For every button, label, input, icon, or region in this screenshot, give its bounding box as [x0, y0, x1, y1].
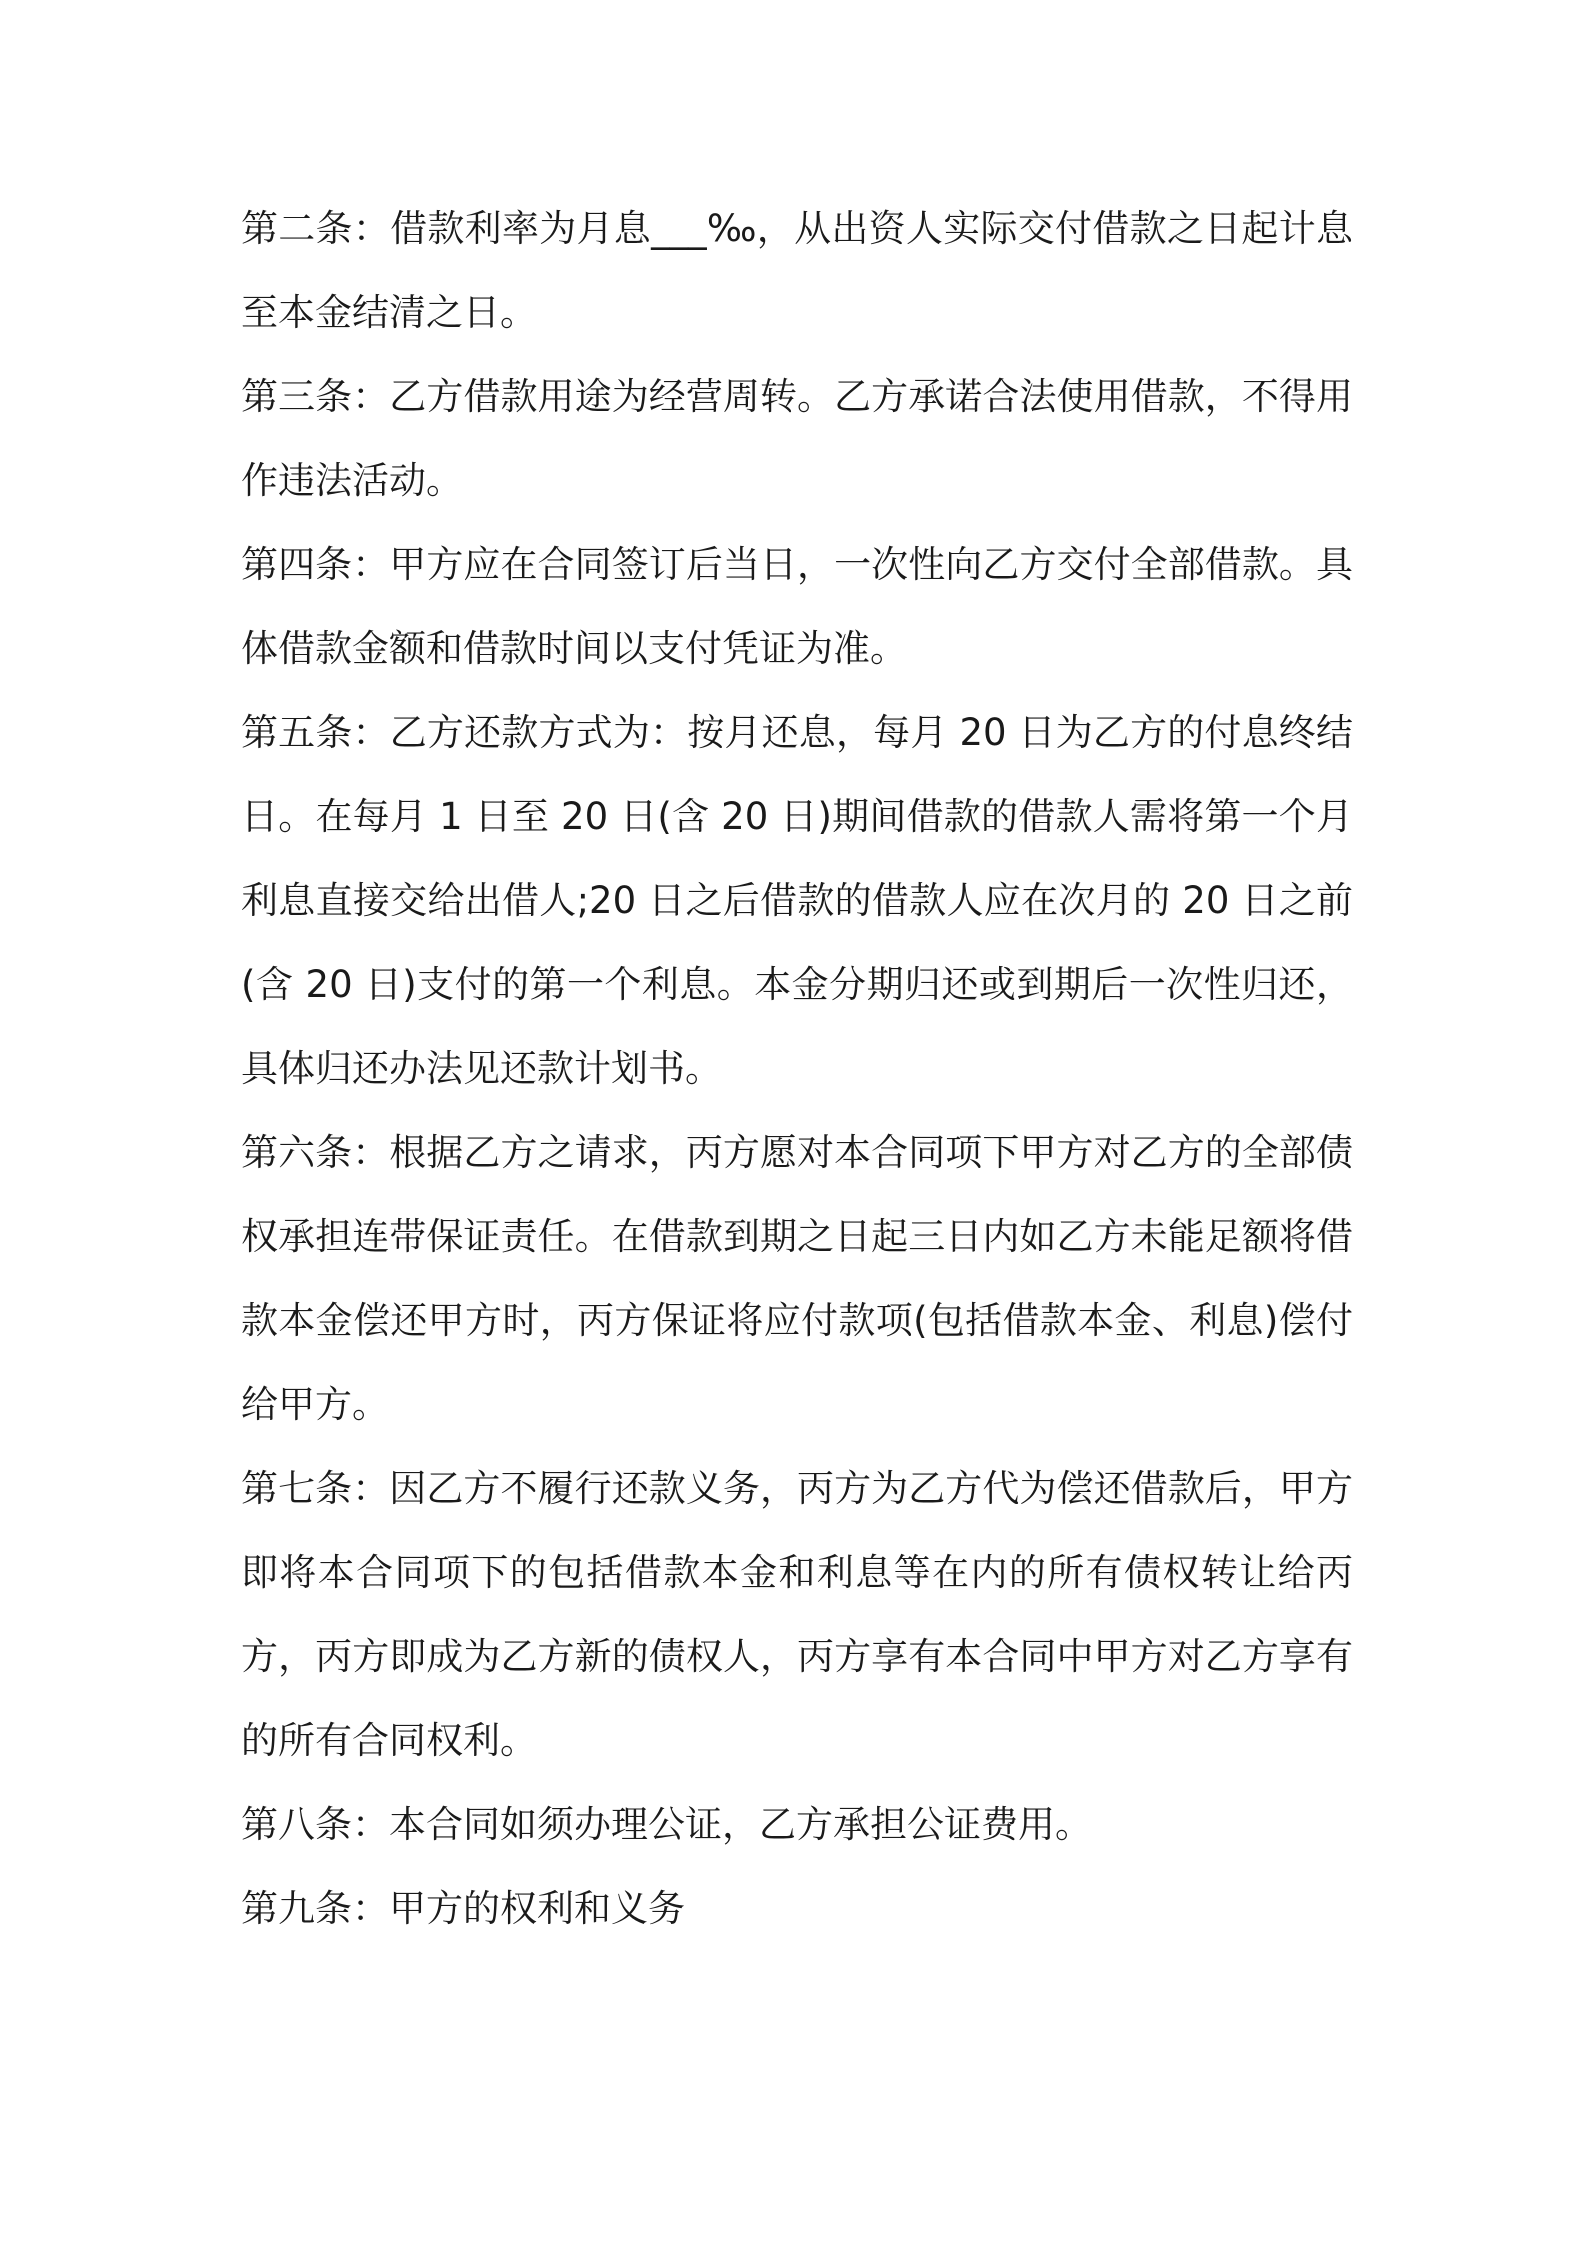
clause-3: 第三条：乙方借款用途为经营周转。乙方承诺合法使用借款，不得用作违法活动。: [241, 375, 1353, 502]
clause-7: 第七条：因乙方不履行还款义务，丙方为乙方代为偿还借款后，甲方即将本合同项下的包括借款本金和利息等在内的所有债权转让给丙方，丙方即成为乙方新的债权人，丙方享有本合同中甲方对乙方享有的所有合同权利。: [241, 1467, 1353, 1762]
clause-5: 第五条：乙方还款方式为：按月还息，每月 20 日为乙方的付息终结日。在每月 1 日至 20 日(含 20 日)期间借款的借款人需将第一个月利息直接交给出借人;20 日之后借款的借款人应在次月的 20 日之前(含 20 日)支付的第一个利息。本金分期归还或到期后一次性归还，具体归还办法见还款计划书。: [241, 711, 1353, 1090]
clause-2: 第二条：借款利率为月息___‰，从出资人实际交付借款之日起计息至本金结清之日。: [241, 207, 1353, 334]
contract-body: [241, 187, 1353, 1951]
clause-4: 第四条：甲方应在合同签订后当日，一次性向乙方交付全部借款。具体借款金额和借款时间以支付凭证为准。: [241, 543, 1353, 670]
clause-9: 第九条：甲方的权利和义务: [241, 1887, 685, 1930]
clause-6: 第六条：根据乙方之请求，丙方愿对本合同项下甲方对乙方的全部债权承担连带保证责任。在借款到期之日起三日内如乙方未能足额将借款本金偿还甲方时，丙方保证将应付款项(包括借款本金、利息)偿付给甲方。: [241, 1131, 1353, 1426]
clause-8: 第八条：本合同如须办理公证，乙方承担公证费用。: [241, 1803, 1092, 1846]
